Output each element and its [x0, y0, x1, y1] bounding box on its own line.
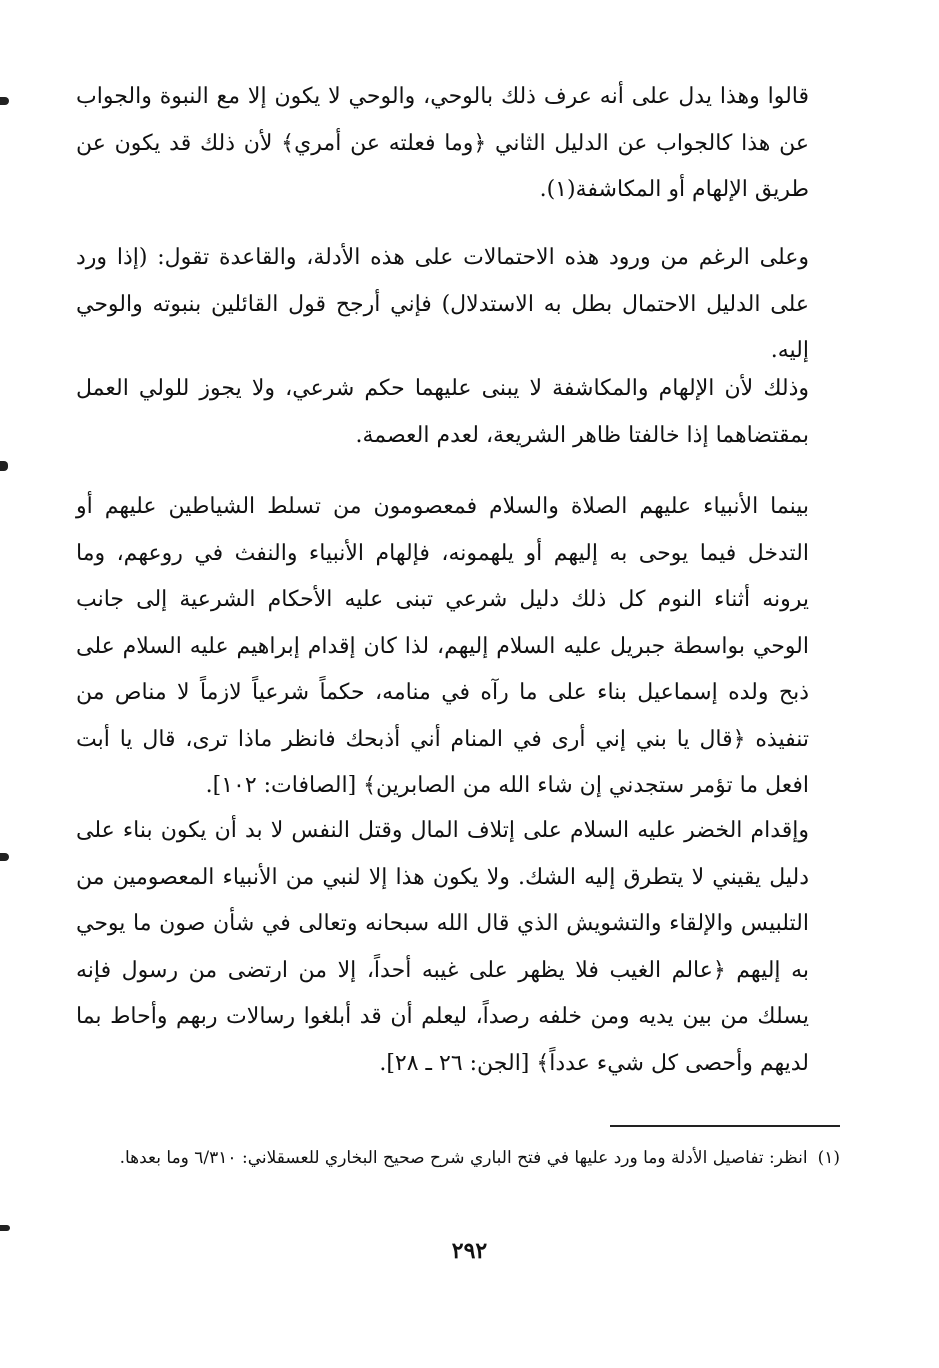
footnote-text: انظر: تفاصيل الأدلة وما ورد عليها في فتح الباري شرح صحيح البخاري للعسقلاني: ٦/٣١٠ وما بعدها. [119, 1148, 808, 1168]
scan-edge-mark [0, 853, 9, 861]
footnote [76, 1140, 840, 1176]
scan-edge-mark [0, 1225, 10, 1231]
footnote-separator [610, 1125, 840, 1127]
body-paragraph: وذلك لأن الإلهام والمكاشفة لا يبنى عليهما حكم شرعي، ولا يجوز للولي العمل بمقتضاهما إذا خالفتا ظاهر الشريعة، لعدم العصمة. [76, 376, 809, 448]
page-number: ٢٩٢ [451, 1238, 488, 1264]
scan-edge-mark [0, 97, 9, 105]
body-paragraph: وعلى الرغم من ورود هذه الاحتمالات على هذه الأدلة، والقاعدة تقول: (إذا ورد على الدليل الاحتمال بطل به الاستدلال) فإني أرجح قول القائلين بنبوته والوحي إليه. [76, 245, 809, 363]
body-paragraph: قالوا وهذا يدل على أنه عرف ذلك بالوحي، والوحي لا يكون إلا مع النبوة والجواب عن هذا كالجواب عن الدليل الثاني ﴿وما فعلته عن أمري﴾ لأن ذلك قد يكون عن طريق الإلهام أو المكاشفة(١). [76, 84, 809, 202]
scan-edge-mark [0, 461, 8, 471]
footnote-number: (١) [817, 1148, 840, 1168]
body-paragraph: بينما الأنبياء عليهم الصلاة والسلام فمعصومون من تسلط الشياطين عليهم أو التدخل فيما يوحى به إليهم أو يلهمونه، فإلهام الأنبياء والنفث في روعهم، وما يرونه أثناء النوم كل ذلك دليل شرعي تبنى عليه الأحكام الشرعية إلى جانب الوحي بواسطة جبريل عليه السلام إليهم، لذا كان إقدام إبراهيم عليه السلام على ذبح ولده إسماعيل بناء على ما رآه في منامه، حكماً شرعياً لازماً لا مناص من تنفيذه ﴿قال يا بني إني أرى في المنام أني أذبحك فانظر ماذا ترى، قال يا أبت افعل ما تؤمر ستجدني إن شاء الله من الصابرين﴾ [الصافات: ١٠٢]. [76, 494, 809, 798]
body-paragraph: وإقدام الخضر عليه السلام على إتلاف المال وقتل النفس لا بد أن يكون بناء على دليل يقيني لا يتطرق إليه الشك. ولا يكون هذا إلا لنبي من الأنبياء المعصومين من التلبيس والإلقاء والتشويش الذي قال الله سبحانه وتعالى في شأن صون ما يوحي به إليهم ﴿عالم الغيب فلا يظهر على غيبه أحداً، إلا من ارتضى من رسول فإنه يسلك من بين يديه ومن خلفه رصداً، ليعلم أن قد أبلغوا رسالات ربهم وأحاط بما لديهم وأحصى كل شيء عدداً﴾ [الجن: ٢٦ ـ ٢٨]. [76, 818, 810, 1076]
